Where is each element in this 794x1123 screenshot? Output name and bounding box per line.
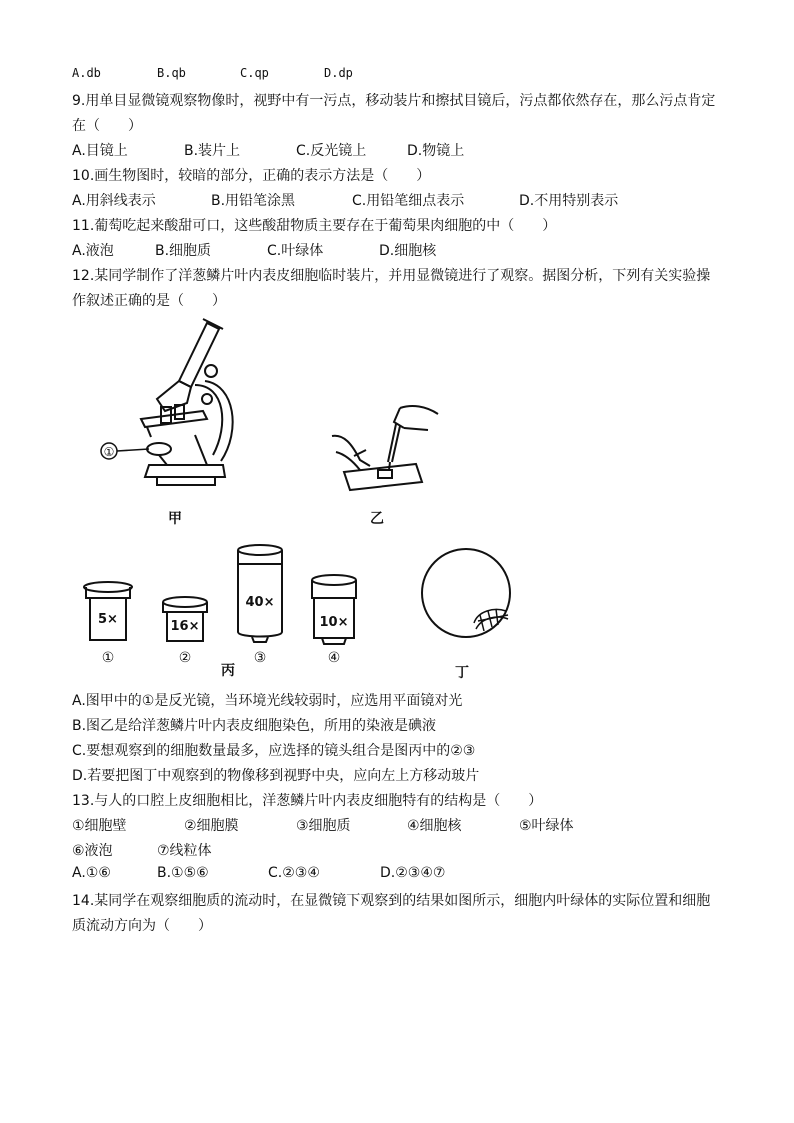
q9-stem-line2: 在（ ） [72, 118, 142, 134]
q12-option-b: B.图乙是给洋葱鳞片叶内表皮细胞染色，所用的染液是碘液 [72, 718, 437, 734]
q12-stem-line1: 12.某同学制作了洋葱鳞片叶内表皮细胞临时装片，并用显微镜进行了观察。据图分析，下列有关实验操 [72, 268, 711, 284]
q11-option-b: B.细胞质 [155, 243, 212, 259]
q11-option-d: D.细胞核 [379, 243, 437, 259]
q13-item-6: ⑥液泡 [72, 843, 113, 859]
q8-option-d: D.dp [324, 66, 353, 80]
figure-caption-bing: 丙 [221, 663, 235, 679]
q8-option-b: B.qb [157, 66, 186, 80]
lens-4 [312, 575, 356, 644]
q13-item-3: ③细胞质 [296, 818, 351, 834]
lens-2-magnification: 16× [170, 619, 200, 634]
staining-figure [330, 400, 450, 495]
lens-1-magnification: 5× [98, 612, 118, 627]
q13-option-b: B.①⑤⑥ [157, 865, 209, 881]
lens-1 [84, 582, 132, 640]
lens-4-number: ④ [327, 650, 341, 666]
q11-option-a: A.液泡 [72, 243, 114, 259]
q13-item-5: ⑤叶绿体 [519, 818, 574, 834]
q10-stem: 10.画生物图时，较暗的部分，正确的表示方法是（ ） [72, 168, 431, 184]
q13-item-1: ①细胞壁 [72, 818, 127, 834]
q8-option-a: A.db [72, 66, 101, 80]
cell-image [474, 609, 508, 631]
q12-option-c: C.要想观察到的细胞数量最多，应选择的镜头组合是图丙中的②③ [72, 743, 476, 759]
q11-option-c: C.叶绿体 [267, 243, 324, 259]
lens-2-number: ② [178, 650, 192, 666]
lenses-figure [78, 540, 373, 680]
figure-caption-yi: 乙 [370, 511, 384, 527]
microscope-figure [95, 315, 235, 495]
q13-item-7: ⑦线粒体 [157, 843, 212, 859]
q10-option-a: A.用斜线表示 [72, 193, 156, 209]
q9-option-a: A.目镜上 [72, 143, 128, 159]
q13-option-a: A.①⑥ [72, 865, 111, 881]
q12-option-d: D.若要把图丁中观察到的物像移到视野中央，应向左上方移动玻片 [72, 768, 480, 784]
q11-stem: 11.葡萄吃起来酸甜可口，这些酸甜物质主要存在于葡萄果肉细胞的中（ ） [72, 218, 557, 234]
q10-option-b: B.用铅笔涂黑 [211, 193, 296, 209]
figure-caption-jia: 甲 [168, 511, 182, 527]
q14-stem-line2: 质流动方向为（ ） [72, 918, 212, 934]
lens-1-number: ① [101, 650, 115, 666]
q9-option-d: D.物镜上 [407, 143, 465, 159]
lens-3 [238, 545, 282, 642]
microscope-marker-label: ① [103, 445, 115, 459]
q13-item-4: ④细胞核 [407, 818, 462, 834]
q8-option-c: C.qp [240, 66, 269, 80]
field-of-view-figure [418, 545, 518, 645]
lens-4-magnification: 10× [319, 615, 349, 630]
figure-caption-ding: 丁 [455, 665, 469, 681]
q13-item-2: ②细胞膜 [184, 818, 239, 834]
lens-3-number: ③ [253, 650, 267, 666]
q10-option-d: D.不用特别表示 [519, 193, 619, 209]
q12-option-a: A.图甲中的①是反光镜，当环境光线较弱时，应选用平面镜对光 [72, 693, 463, 709]
q12-stem-line2: 作叙述正确的是（ ） [72, 293, 226, 309]
q13-option-c: C.②③④ [268, 865, 320, 881]
q10-option-c: C.用铅笔细点表示 [352, 193, 465, 209]
q14-stem-line1: 14.某同学在观察细胞质的流动时，在显微镜下观察到的结果如图所示，细胞内叶绿体的实际位置和细胞 [72, 893, 711, 909]
q13-stem: 13.与人的口腔上皮细胞相比，洋葱鳞片叶内表皮细胞特有的结构是（ ） [72, 793, 543, 809]
q9-stem-line1: 9.用单目显微镜观察物像时，视野中有一污点，移动装片和擦拭目镜后，污点都依然存在，那么污点肯定 [72, 93, 716, 109]
lens-3-magnification: 40× [245, 595, 275, 610]
q9-option-b: B.装片上 [184, 143, 241, 159]
q9-option-c: C.反光镜上 [296, 143, 367, 159]
q13-option-d: D.②③④⑦ [380, 865, 446, 881]
